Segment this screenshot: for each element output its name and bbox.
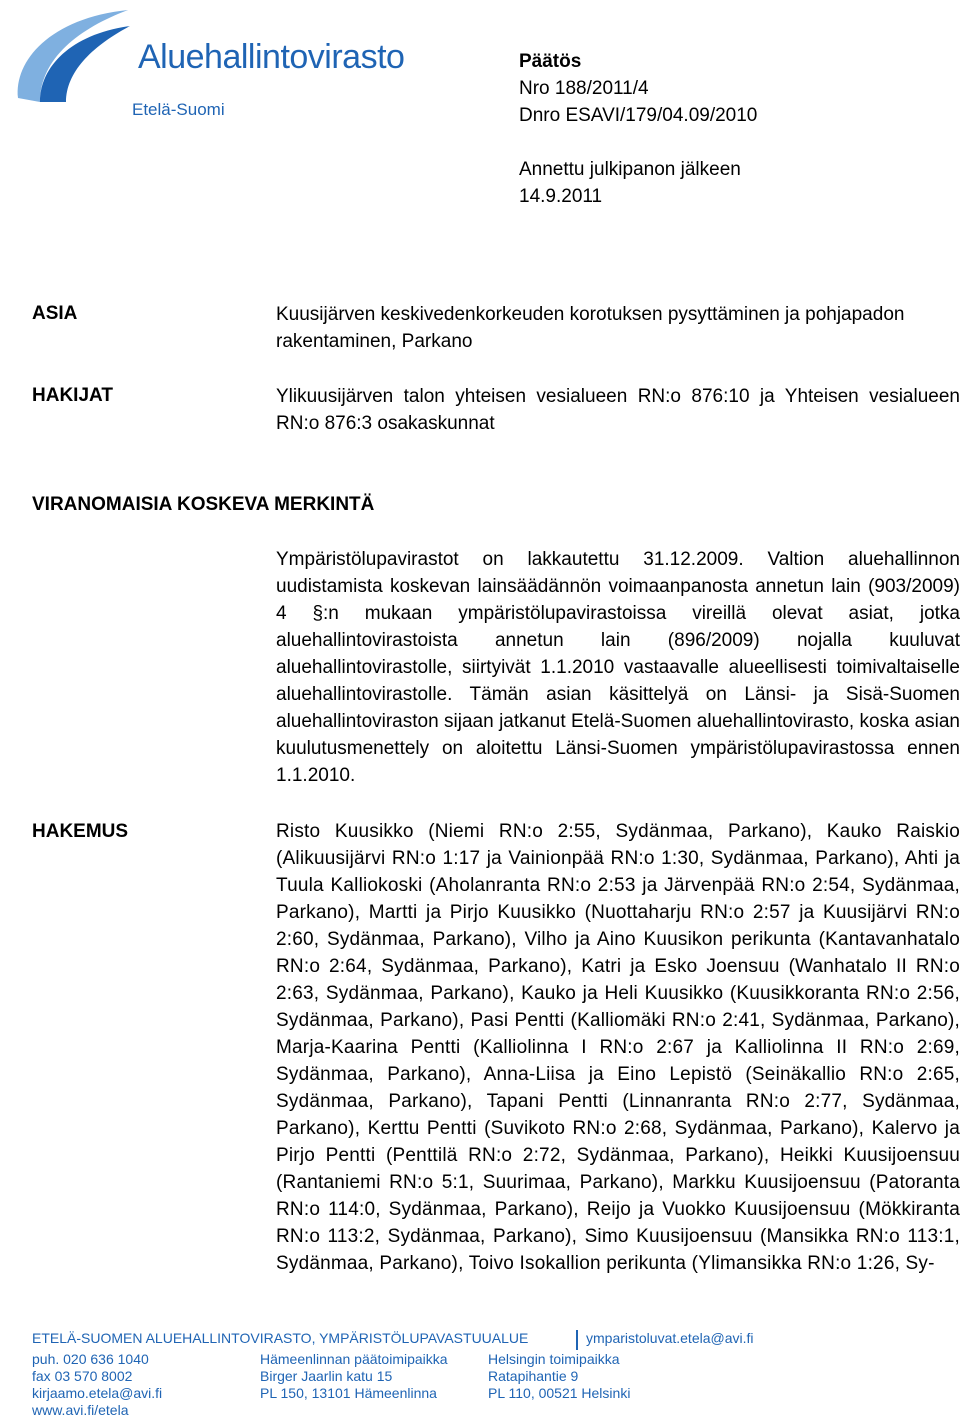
footer-registry-email[interactable]: kirjaamo.etela@avi.fi bbox=[32, 1385, 163, 1401]
footer-org: ETELÄ-SUOMEN ALUEHALLINTOVIRASTO, YMPÄRISTÖLUPAVASTUUALUE bbox=[32, 1330, 529, 1346]
footer-divider bbox=[576, 1330, 578, 1350]
logo-name: Aluehallintovirasto bbox=[138, 38, 405, 76]
hakijat-text: Ylikuusijärven talon yhteisen vesialueen RN:o 876:10 ja Yhteisen vesialueen RN:o 876:3 osakaskunnat bbox=[276, 386, 960, 434]
hakemus-label: HAKEMUS bbox=[32, 821, 129, 842]
footer-website[interactable]: www.avi.fi/etela bbox=[32, 1402, 129, 1418]
hakijat-label: HAKIJAT bbox=[32, 385, 113, 406]
given-date: 14.9.2011 bbox=[519, 186, 603, 207]
diary-number: Dnro ESAVI/179/04.09/2010 bbox=[519, 105, 758, 126]
agency-logo bbox=[10, 6, 405, 121]
footer-office1-street: Birger Jaarlin katu 15 bbox=[260, 1368, 393, 1384]
footer-phone: puh. 020 636 1040 bbox=[32, 1351, 149, 1367]
footer-office2-po: PL 110, 00521 Helsinki bbox=[488, 1385, 631, 1401]
footer-office2-title: Helsingin toimipaikka bbox=[488, 1351, 620, 1367]
footer-office2-street: Ratapihantie 9 bbox=[488, 1368, 579, 1384]
hakemus-text: Risto Kuusikko (Niemi RN:o 2:55, Sydänmaa, Parkano), Kauko Raiskio (Alikuusijärvi RN:o 1:17 ja Vainionpää RN:o 1:30, Sydänmaa, Parkano), Ahti ja Tuula Kalliokoski (Aholanranta RN:o 2:53 ja Järvenpää RN:o 2:54, Sydänmaa, Parkano), Martti ja Pirjo Kuusikko (Nuottaharju RN:o 2:57 ja Kuusijärvi RN:o 2:60, Sydänmaa, Parkano), Vilho ja Aino Kuusikon perikunta (Kantavanhatalo RN:o 2:64, Sydänmaa, Parkano), Katri ja Esko Joensuu (Wanhatalo II RN:o 2:63, Sydänmaa, Parkano), Kauko ja Heli Kuusikko (Kuusikkoranta RN:o 2:56, Sydänmaa, Parkano), Pasi Pentti (Kalliomäki RN:o 2:41, Sydänmaa, Parkano), Marja-Kaarina Pentti (Kalliolinna I RN:o 2:67 ja Kalliolinna II RN:o 2:69, Sydänmaa, Parkano), Anna-Liisa ja Eino Lepistö (Seinäkallio RN:o 2:65, Sydänmaa, Parkano), Tapani Pentti (Linnanranta RN:o 2:77, Sydänmaa, Parkano), Kerttu Pentti (Suvikoto RN:o 2:68, Sydänmaa, Parkano), Kalervo ja Pirjo Pentti (Penttilä RN:o 2:72, Sydänmaa, Parkano), Heikki Kuusijoensuu (Rantaniemi RN:o 5:1, Suurimaa, Parkano), Markku Kuusijoensuu (Patoranta RN:o 114:0, Sydänmaa, Parkano), Reijo ja Vuokko Kuusijoensuu (Mökkiranta RN:o 113:2, Sydänmaa, Parkano), Simo Kuusijoensuu (Mansikka RN:o 113:1, Sydänmaa, Parkano), Toivo Isokallion perikunta (Ylimansikka RN:o 1:26, Sy- bbox=[276, 821, 960, 1274]
given-label: Annettu julkipanon jälkeen bbox=[519, 159, 741, 180]
logo-swoosh-icon bbox=[10, 6, 135, 106]
decision-number: Nro 188/2011/4 bbox=[519, 78, 649, 99]
merkinta-label: VIRANOMAISIA KOSKEVA MERKINTÄ bbox=[32, 494, 375, 515]
asia-label: ASIA bbox=[32, 303, 78, 324]
footer-office1-po: PL 150, 13101 Hämeenlinna bbox=[260, 1385, 437, 1401]
doc-type: Päätös bbox=[519, 51, 582, 72]
footer-fax: fax 03 570 8002 bbox=[32, 1368, 133, 1384]
asia-text: Kuusijärven keskivedenkorkeuden korotuksen pysyttäminen ja pohjapadon rakentaminen, Parkano bbox=[276, 304, 905, 352]
decision-header bbox=[519, 48, 757, 210]
footer-email[interactable]: ymparistoluvat.etela@avi.fi bbox=[586, 1330, 754, 1346]
merkinta-text: Ympäristölupavirastot on lakkautettu 31.12.2009. Valtion aluehallinnon uudistamista koskevan lainsäädännön voimaanpanosta annetun lain (903/2009) 4 §:n mukaan ympäristölupavirastoissa vireillä olevat asiat, jotka aluehallintovirastoista annetun lain (896/2009) nojalla kuuluvat aluehallintovirastolle, siirtyivät 1.1.2010 vastaavalle alueellisesti toimivaltaiselle aluehallintovirastolle. Tämän asian käsittelyä on Länsi- ja Sisä-Suomen aluehallintoviraston sijaan jatkanut Etelä-Suomen aluehallintovirasto, koska asian kuulutusmenettely on aloitettu Länsi-Suomen ympäristölupavirastossa ennen 1.1.2010. bbox=[276, 549, 960, 786]
footer-office1-title: Hämeenlinnan päätoimipaikka bbox=[260, 1351, 448, 1367]
logo-region: Etelä-Suomi bbox=[132, 100, 225, 119]
